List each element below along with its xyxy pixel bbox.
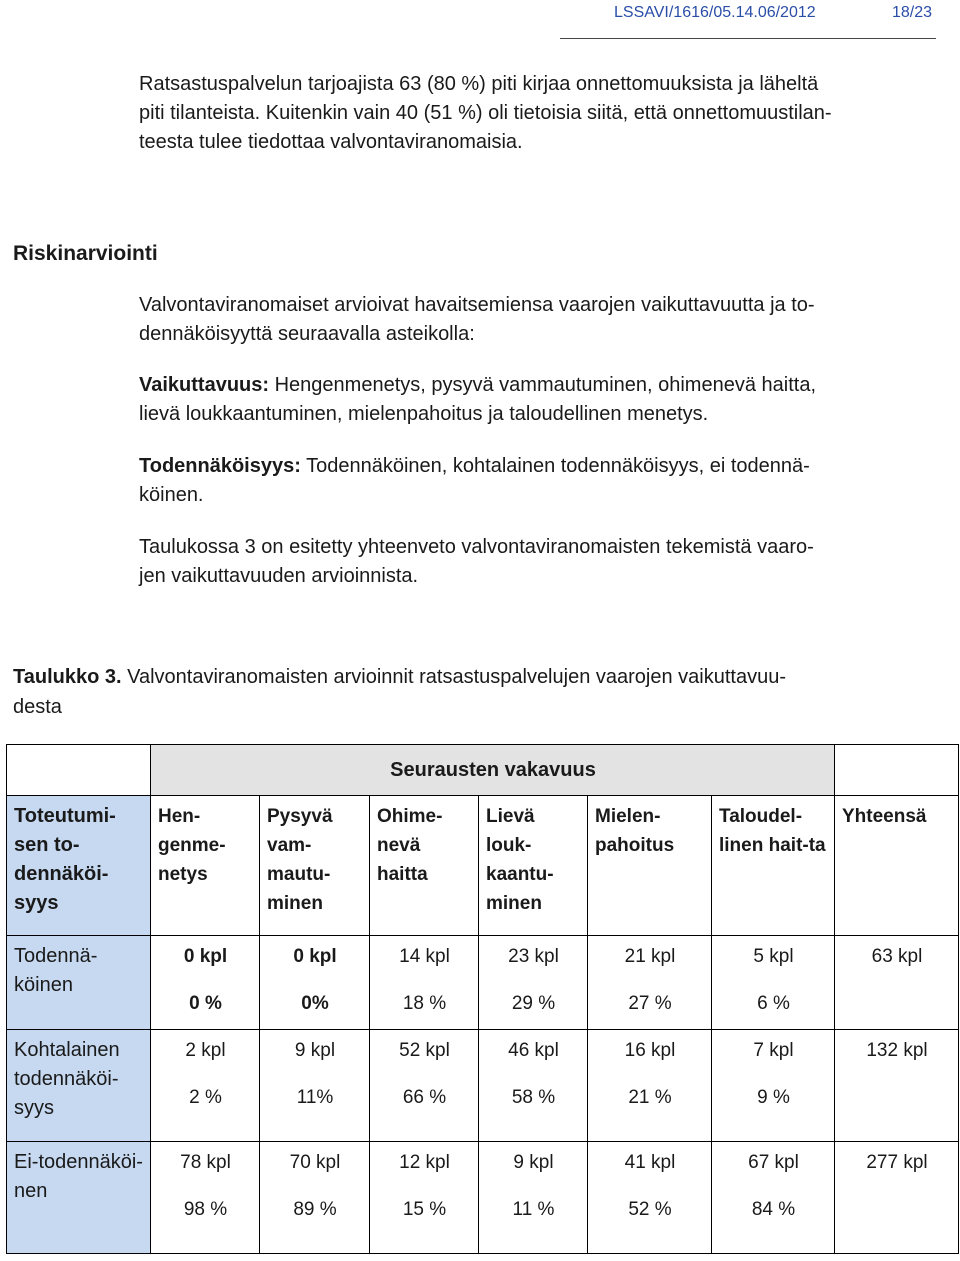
data-cell [588, 936, 712, 1030]
blank-corner-cell [7, 745, 151, 796]
percent-value: 6 % [757, 993, 790, 1014]
data-cell [370, 936, 479, 1030]
percent-value: 84 % [751, 1199, 796, 1220]
count-value: 23 kpl [508, 946, 559, 967]
paragraph-line: jen vaikuttavuuden arvioinnista. [139, 565, 419, 587]
column-header: Mielen-pahoitus [588, 796, 712, 936]
column-header: Pysyvä vam-mautu-minen [260, 796, 370, 936]
data-cell [479, 1142, 588, 1254]
data-cell [712, 936, 835, 1030]
count-value: 46 kpl [508, 1040, 559, 1061]
data-cell [370, 1142, 479, 1254]
probability-text: Todennäköinen, kohtalainen todennäköisyys, ei todennä- [300, 455, 810, 477]
percent-value: 0% [301, 993, 329, 1014]
table-row [7, 1142, 959, 1254]
data-cell [151, 1142, 260, 1254]
probability-label: Todennäköisyys: [139, 455, 301, 477]
count-value: 52 kpl [399, 1040, 450, 1061]
intro-paragraph [139, 70, 939, 157]
data-cell [712, 1030, 835, 1142]
percent-value: 15 % [402, 1199, 447, 1220]
count-value: 78 kpl [180, 1152, 231, 1173]
severity-table [6, 744, 959, 1254]
data-cell [151, 936, 260, 1030]
count-value: 67 kpl [748, 1152, 799, 1173]
count-value: 0 kpl [293, 946, 337, 967]
percent-value: 89 % [293, 1199, 337, 1220]
row-header: Kohtalainen todennäköi-syys [7, 1030, 151, 1142]
data-cell [260, 1142, 370, 1254]
caption-text: Valvontaviranomaisten arvioinnit ratsastuspalvelujen vaarojen vaikuttavuu- [121, 666, 786, 688]
probability-paragraph [139, 452, 939, 510]
count-value: 12 kpl [399, 1152, 450, 1173]
percent-value: 2 % [189, 1087, 222, 1108]
count-value: 70 kpl [289, 1152, 341, 1173]
blank-cell [835, 745, 959, 796]
intro-line: teesta tulee tiedottaa valvontaviranomaisia. [139, 131, 523, 153]
count-value: 9 kpl [513, 1152, 554, 1173]
percent-value: 11 % [512, 1199, 555, 1220]
count-value: 21 kpl [624, 946, 676, 967]
column-header: Hen-genme-netys [151, 796, 260, 936]
count-value: 2 kpl [185, 1040, 226, 1061]
percent-value: 18 % [402, 993, 447, 1014]
total-cell: 63 kpl [835, 936, 959, 1030]
corner-header: Toteutumi-sen to-dennäköi-syys [7, 796, 151, 936]
caption-label: Taulukko 3. [13, 666, 122, 688]
header-rule [560, 38, 936, 39]
data-cell [260, 936, 370, 1030]
count-value: 7 kpl [753, 1040, 794, 1061]
percent-value: 29 % [511, 993, 556, 1014]
table-row [7, 936, 959, 1030]
count-value: 0 kpl [183, 946, 228, 967]
data-cell [588, 1030, 712, 1142]
section-heading: Riskinarviointi [13, 242, 158, 265]
data-cell [151, 1030, 260, 1142]
page-header [560, 4, 936, 26]
page-number: 18/23 [891, 4, 932, 21]
column-header: Lievä louk-kaantu-minen [479, 796, 588, 936]
table-caption [13, 662, 933, 722]
impact-text-line: lievä loukkaantuminen, mielenpahoitus ja taloudellinen menetys. [139, 403, 709, 425]
impact-text: Hengenmenetys, pysyvä vammautuminen, ohimenevä haitta, [269, 374, 816, 396]
percent-value: 11% [296, 1087, 334, 1108]
impact-label: Vaikuttavuus: [139, 374, 270, 396]
data-cell [588, 1142, 712, 1254]
table-title-row [7, 745, 959, 796]
column-header-row [7, 796, 959, 936]
count-value: 16 kpl [624, 1040, 676, 1061]
total-cell: 132 kpl [835, 1030, 959, 1142]
row-header: Ei-todennäköi-nen [7, 1142, 151, 1254]
percent-value: 58 % [511, 1087, 556, 1108]
percent-value: 0 % [189, 993, 222, 1014]
column-header: Yhteensä [835, 796, 959, 936]
caption-text-line: desta [13, 696, 62, 718]
count-value: 41 kpl [624, 1152, 676, 1173]
paragraph-line: Taulukossa 3 on esitetty yhteenveto valvontaviranomaisten tekemistä vaaro- [139, 536, 814, 558]
paragraph-line: dennäköisyyttä seuraavalla asteikolla: [139, 323, 475, 345]
document-reference: LSSAVI/1616/05.14.06/2012 [614, 4, 816, 21]
percent-value: 52 % [628, 1199, 672, 1220]
percent-value: 9 % [757, 1087, 790, 1108]
table-row [7, 1030, 959, 1142]
column-header: Ohime-nevä haitta [370, 796, 479, 936]
data-cell [370, 1030, 479, 1142]
percent-value: 98 % [183, 1199, 228, 1220]
percent-value: 27 % [628, 993, 672, 1014]
data-cell [479, 936, 588, 1030]
column-header: Taloudel-linen hait-ta [712, 796, 835, 936]
count-value: 14 kpl [399, 946, 450, 967]
table-title: Seurausten vakavuus [151, 745, 835, 796]
data-cell [712, 1142, 835, 1254]
paragraph-line: Valvontaviranomaiset arvioivat havaitsemiensa vaarojen vaikuttavuutta ja to- [139, 294, 815, 316]
scale-intro-paragraph [139, 291, 939, 349]
count-value: 5 kpl [753, 946, 794, 967]
total-cell: 277 kpl [835, 1142, 959, 1254]
percent-value: 21 % [628, 1087, 672, 1108]
summary-paragraph [139, 533, 939, 591]
count-value: 9 kpl [294, 1040, 336, 1061]
data-cell [479, 1030, 588, 1142]
row-header: Todennä-köinen [7, 936, 151, 1030]
intro-line: Ratsastuspalvelun tarjoajista 63 (80 %) piti kirjaa onnettomuuksista ja läheltä [139, 73, 819, 95]
intro-line: piti tilanteista. Kuitenkin vain 40 (51 %) oli tietoisia siitä, että onnettomuustilan- [139, 102, 832, 124]
probability-text-line: köinen. [139, 484, 204, 506]
impact-paragraph [139, 371, 939, 429]
data-cell [260, 1030, 370, 1142]
percent-value: 66 % [402, 1087, 447, 1108]
